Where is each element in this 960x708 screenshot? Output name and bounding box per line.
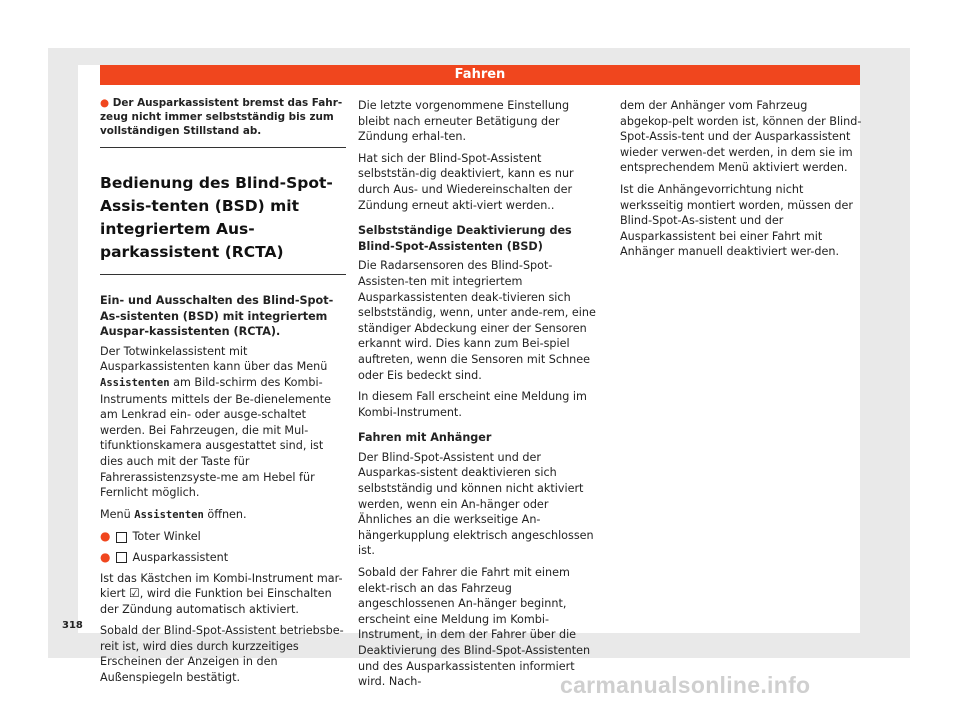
subheading: Fahren mit Anhänger bbox=[358, 431, 492, 445]
column-1 bbox=[100, 96, 346, 692]
checked-checkbox-icon: ☑ bbox=[129, 586, 140, 601]
column-2 bbox=[358, 98, 602, 696]
paragraph: Sobald der Fahrer die Fahrt mit einem elekt-risch an das Fahrzeug angeschlossenen An-hänger beginnt, erscheint eine Meldung im Kombi-Instrument, in dem der Fahrer über die Deaktivierung des Blind-Spot-Assistenten und des Ausparkassistenten informiert wird. Nach- bbox=[358, 566, 591, 689]
note-text: Der Ausparkassistent bremst das Fahr-zeug nicht immer selbstständig bis zum vollständigen Stillstand ab. bbox=[100, 97, 343, 137]
menu-prefix: Menü bbox=[100, 507, 131, 521]
subheading: Ein- und Ausschalten des Blind-Spot-As-sistenten (BSD) mit integriertem Auspar-kassistenten (RCTA). bbox=[100, 294, 334, 339]
bullet-dot-icon: ● bbox=[100, 549, 111, 564]
section-header: Fahren bbox=[100, 65, 860, 85]
paragraph-text: Der Totwinkelassistent mit Ausparkassistenten kann über das Menü bbox=[100, 344, 328, 374]
paragraph: Hat sich der Blind-Spot-Assistent selbststän-dig deaktiviert, kann es nur durch Aus- und Wiedereinschalten der Zündung erneut akti-viert werden.. bbox=[358, 151, 574, 212]
page-number: 318 bbox=[62, 620, 83, 631]
paragraph bbox=[100, 571, 346, 618]
list-item-label: Ausparkassistent bbox=[132, 550, 229, 564]
warning-note bbox=[100, 96, 346, 148]
section-heading: Bedienung des Blind-Spot-Assis-tenten (BSD) mit integriertem Aus-parkassistent (RCTA) bbox=[100, 172, 346, 275]
menu-name: Assistenten bbox=[134, 508, 204, 521]
menu-name: Assistenten bbox=[100, 376, 170, 389]
paragraph: Der Blind-Spot-Assistent und der Ausparkas-sistent deaktivieren sich selbstständig und können nicht aktiviert werden, wenn ein An-hänger oder Ähnliches an die werkseitige An-hängerkupplung elektrisch angeschlossen ist. bbox=[358, 450, 594, 558]
list-item bbox=[100, 550, 346, 566]
checkbox-icon bbox=[116, 552, 127, 563]
paragraph-text: , wird die Funktion bei Einschalten der Zündung automatisch aktiviert. bbox=[100, 587, 332, 616]
bullet-dot-icon: ● bbox=[100, 529, 111, 544]
paragraph-text: am Bild-schirm des Kombi-Instruments mittels der Be-dienelemente am Lenkrad ein- oder ausge-schaltet werden. Bei Fahrzeugen, die mit Mul-tifunktionskamera ausgestattet sind, ist dies auch mit der Taste für Fahrerassistenzsyste-me am Hebel für Fernlicht möglich. bbox=[100, 375, 332, 500]
paragraph: dem der Anhänger vom Fahrzeug abgekop-pelt worden ist, können der Blind-Spot-Assis-tent und der Ausparkassistent wieder verwen-det werden, in dem sie im entsprechendem Menü aktiviert werden. bbox=[620, 99, 862, 175]
list-item bbox=[100, 529, 346, 545]
watermark: carmanualsonline.info bbox=[560, 672, 811, 698]
menu-suffix: öffnen. bbox=[207, 507, 247, 521]
list-item-label: Toter Winkel bbox=[132, 530, 201, 544]
paragraph bbox=[100, 344, 346, 501]
paragraph: Die Radarsensoren des Blind-Spot-Assisten-ten mit integriertem Ausparkassistenten deak-tivieren sich selbstständig, wenn, unter ande-rem, eine ständiger Abdeckung einer der Sensoren erkannt wird. Dies kann zum Bei-spiel auftreten, wenn die Sensoren mit Schnee oder Eis bedeckt sind. bbox=[358, 259, 596, 382]
paragraph: Die letzte vorgenommene Einstellung bleibt nach erneuter Betätigung der Zündung erhal-ten. bbox=[358, 99, 570, 144]
paragraph: In diesem Fall erscheint eine Meldung im Kombi-Instrument. bbox=[358, 390, 587, 419]
column-3 bbox=[620, 98, 862, 266]
checkbox-icon bbox=[116, 532, 127, 543]
paragraph-text: Ist das Kästchen im Kombi-Instrument mar-kiert bbox=[100, 571, 343, 601]
bullet-dot-icon: ● bbox=[100, 97, 110, 109]
menu-instruction bbox=[100, 507, 346, 524]
paragraph: Ist die Anhängevorrichtung nicht werksseitig montiert worden, müssen der Blind-Spot-As-sistent und der Ausparkassistent bei einer Fahrt mit Anhänger manuell deaktiviert wer-den. bbox=[620, 182, 854, 259]
paragraph: Sobald der Blind-Spot-Assistent betriebsbe-reit ist, wird dies durch kurzzeitiges Erscheinen der Anzeigen in den Außenspiegeln bestätigt. bbox=[100, 624, 344, 685]
subheading: Selbstständige Deaktivierung des Blind-Spot-Assistenten (BSD) bbox=[358, 224, 572, 253]
